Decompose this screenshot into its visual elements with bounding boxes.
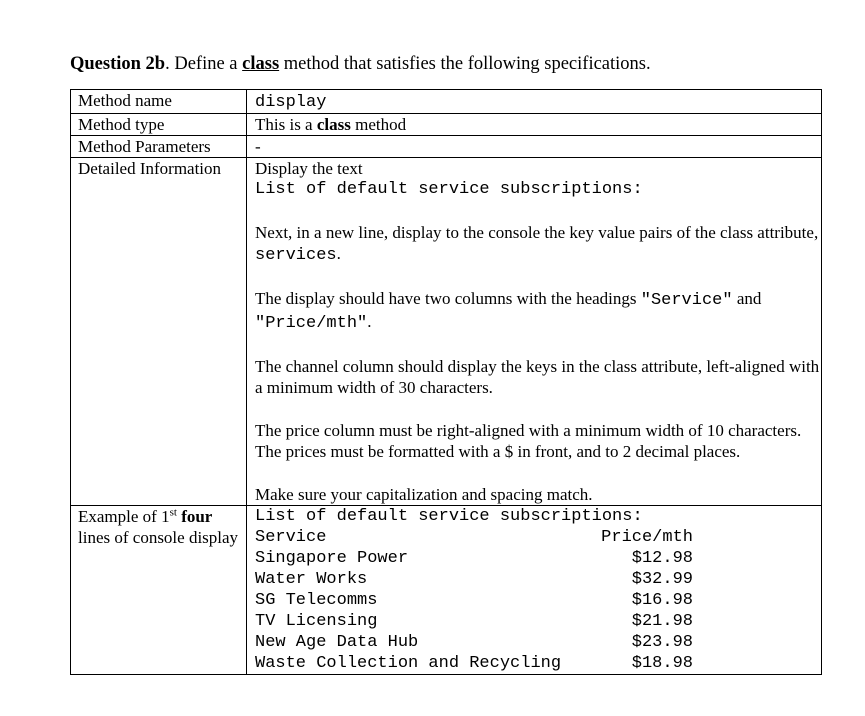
- p3-code-service: "Service": [640, 291, 733, 310]
- table-row-method-parameters: [71, 136, 822, 158]
- console-right: $23.98: [631, 633, 693, 652]
- method-type-bold: class: [316, 115, 351, 134]
- console-line: [255, 611, 693, 632]
- method-name-code: display: [255, 93, 327, 112]
- console-left: Waste Collection and Recycling: [255, 654, 562, 673]
- heading-class-word: class: [242, 54, 280, 74]
- console-left: Water Works: [255, 570, 368, 589]
- method-type-pre: This is a: [255, 115, 317, 134]
- console-right: Price/mth: [601, 528, 693, 547]
- table-row-detailed-information: [71, 158, 822, 506]
- paragraph-price-column: The price column must be right-aligned with a minimum width of 10 characters. The prices must be formatted with a $ in front, and to 2 decimal places.: [255, 421, 802, 461]
- example-label: [71, 506, 247, 675]
- console-line: [255, 653, 693, 674]
- example-label-bold: four: [176, 507, 213, 526]
- p2-post: .: [336, 244, 341, 263]
- example-label-post: lines of console display: [78, 528, 239, 547]
- paragraph-channel-column: The channel column should display the keys in the class attribute, left-aligned with a minimum width of 30 characters.: [255, 357, 820, 397]
- table-row-method-type: [71, 114, 822, 136]
- console-line: [255, 527, 693, 548]
- heading-text-post: method that satisfies the following specifications.: [279, 54, 651, 74]
- console-line: [255, 590, 693, 611]
- paragraph-new-line: [255, 222, 821, 266]
- p2-pre: Next, in a new line, display to the console the key value pairs of the class attribute,: [255, 223, 819, 242]
- method-params-label: Method Parameters: [71, 136, 247, 158]
- console-left: New Age Data Hub: [255, 633, 419, 652]
- p3-code-price: "Price/mth": [255, 314, 368, 333]
- console-right: $21.98: [631, 612, 693, 631]
- method-type-value: [247, 114, 822, 136]
- console-left: SG Telecomms: [255, 591, 378, 610]
- method-params-value: -: [247, 136, 822, 158]
- example-label-sup: st: [169, 506, 177, 519]
- paragraph-headings: [255, 288, 821, 334]
- p2-code: services: [255, 246, 337, 265]
- table-row-method-name: [71, 90, 822, 114]
- console-line: [255, 569, 693, 590]
- method-type-post: method: [350, 115, 407, 134]
- method-name-label: Method name: [71, 90, 247, 114]
- method-name-value: [247, 90, 822, 114]
- console-right: $12.98: [631, 549, 693, 568]
- console-line: [255, 632, 693, 653]
- console-right: $32.99: [631, 570, 693, 589]
- method-type-label: Method type: [71, 114, 247, 136]
- console-line: [255, 548, 693, 569]
- console-left: TV Licensing: [255, 612, 378, 631]
- paragraph-capitalization: Make sure your capitalization and spacing match.: [255, 485, 593, 504]
- p3-post: .: [367, 312, 372, 331]
- display-text-code: List of default service subscriptions:: [255, 180, 643, 199]
- p3-pre: The display should have two columns with the headings: [255, 289, 641, 308]
- detailed-info-label: Detailed Information: [71, 158, 247, 506]
- heading-text-pre: . Define a: [165, 54, 243, 74]
- console-left: Singapore Power: [255, 549, 409, 568]
- console-first-line: List of default service subscriptions:: [255, 507, 643, 526]
- p3-mid: and: [732, 289, 762, 308]
- question-heading: [70, 52, 651, 76]
- specification-table: [70, 89, 822, 675]
- example-console-output: [247, 506, 822, 675]
- example-label-pre: Example of 1: [78, 507, 170, 526]
- question-number: Question 2b: [70, 54, 166, 74]
- console-right: $18.98: [631, 654, 693, 673]
- detailed-info-value: [247, 158, 822, 506]
- console-right: $16.98: [631, 591, 693, 610]
- table-row-example: [71, 506, 822, 675]
- console-left: Service: [255, 528, 327, 547]
- display-text-intro: Display the text: [255, 159, 363, 178]
